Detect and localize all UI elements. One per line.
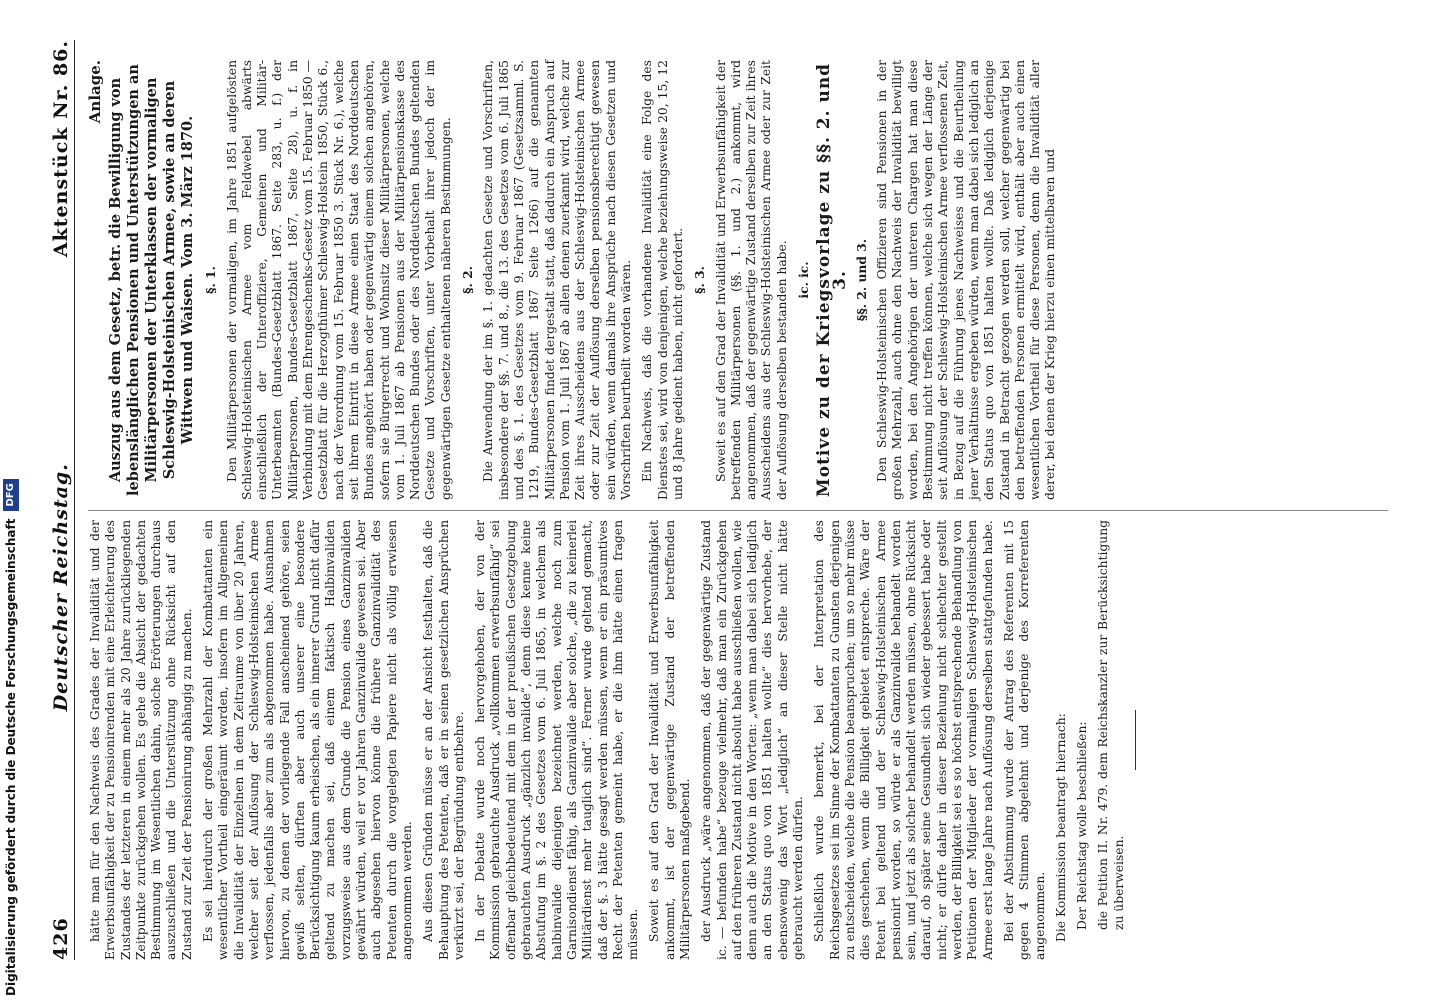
- paragraph: Es sei hierdurch der großen Mehrzahl der Kombattanten ein wesentlicher Vortheil eingeräumt worden, insofern im Allgemeinen die Invalidität der Einzelnen in dem Zeitraume von über 20 Jahren, welcher seit der Auflösung der Schleswig-Holsteinischen Armee verflossen, jedenfalls aber zum als abgenommen habe. Ausnahmen hiervon, zu denen der vorliegende Fall anscheinend gehöre, seien gewiß selten, dürften aber auch unserer eine besondere Berücksichtigung kaum erheischen, als ein innerer Grund nicht dafür geltend zu machen sei, daß einem faktisch Halbinvaliden vorzugsweise aus dem Grunde die Pension eines Ganzinvaliden gewährt würden, weil er vor Jahren Ganzinvalide gewesen sei. Aber auch abgesehen hiervon könne die frühere Ganzinvalidität des Petenten durch die vorgelegten Papiere nicht als völlig erwiesen angenommen werden.: [201, 520, 414, 960]
- section-heading: §§. 2. und 3.: [853, 238, 869, 322]
- end-rule: [1135, 710, 1136, 770]
- section-heading: §. 2.: [460, 266, 476, 294]
- paragraph: Schließlich wurde bemerkt, bei der Interpretation des Reichsgesetzes sei im Sinne der Kombattanten zu Gunsten derjenigen zu entscheiden, welche die Pension beanspruchen; um so mehr müsse dies geschehen, wenn die Billigkeit gebietet entspreche. Wäre der Petent bei geltend und der Schleswig-Holsteinischen Armee pensionirt worden, so würde er als Ganzinvalide behandelt worden sein, und jetzt als solcher behandelt werden müssen, ohne Rücksicht darauf, ob später seine Gesundheit sich wieder gebessert habe oder nicht; er dürfe daher in dieser Beziehung nicht schlechter gestellt werden, der Billigkeit sei es so höchst entsprechende Behandlung von Petitionen der Mitglieder der vormaligen Schleswig-Holsteinischen Armee erst lange Jahre nach Auflösung derselben stattgefunden habe.: [812, 520, 995, 960]
- motives-heading: Motive zu der Kriegsvorlage zu §§. 2. und 3.: [814, 62, 850, 498]
- document-number: Aktenstück Nr. 86.: [50, 40, 72, 258]
- etc-marker: ic. ic.: [795, 261, 811, 299]
- left-column: [88, 520, 1408, 960]
- page-content: [30, 0, 1432, 1000]
- annex-label: Anlage.: [86, 60, 104, 124]
- motion-heading: Der Reichstag wolle beschließen:: [1075, 721, 1090, 930]
- motion-text: die Petition II. Nr. 479. dem Reichskanzler zur Berücksichtigung zu überweisen.: [1096, 520, 1126, 930]
- column-divider: [88, 510, 1388, 511]
- paragraph: Ein Nachweis, daß die vorhandene Invalidität eine Folge des Dienstes sei, wird von denjenigen, welche beziehungsweise 20, 15, 12 und 8 Jahre gedient haben, nicht gefordert.: [640, 60, 685, 500]
- paragraph: In der Debatte wurde noch hervorgehoben, der von der Kommission gebrauchte Ausdruck „vollkommen erwerbsunfähig“ sei offenbar gleichbedeutend mit dem in der preußischen Gesetzgebung gebrauchten Ausdruck „gänzlich invalide“, denn diese kenne keine Abstufung im §. 2 des Gesetzes vom 6. Juli 1865, in welchem als halbinvalide diejenigen bezeichnet werden, welche noch zum Garnisondienst fähig, als Ganzinvalide aber solche, „die zu keinerlei Militärdienst mehr tauglich sind“. Ferner wurde geltend gemacht, daß der §. 3 hätte gesagt werden müssen, wenn er ein präsumtives Recht der Petenten gemeint habe, er die ihm hätte einen fragen müssen.: [473, 520, 641, 960]
- dfg-logo-icon: DFG: [3, 479, 19, 510]
- page-rotated: [30, 0, 1432, 1000]
- paragraph: hätte man für den Nachweis des Grades der Invalidität und der Erwerbsunfähigkeit der zu Pensionirenden mit eine Erleichterung des Zustandes der letzteren in einem mehr als 20 Jahre zurückliegenden Zeitpunkte zurückgehen wollen. Es gehe die Absicht der gedachten Bestimmung im Wesentlichen dahin, solche Erörterungen durchaus auszuschließen und die Unterstützung ohne Rücksicht auf den Zustand zur Zeit der Pensionirung abhängig zu machen.: [88, 520, 194, 960]
- margin-strip: [0, 0, 22, 1000]
- paragraph: Bei der Abstimmung wurde der Antrag des Referenten mit 15 gegen 4 Stimmen abgelehnt und derjenige des Korreferenten angenommen.: [1001, 520, 1047, 960]
- digitization-note-text: Digitalisierung gefördert durch die Deutsche Forschungsgemeinschaft: [4, 518, 18, 996]
- law-title: Auszug aus dem Gesetz, betr. die Bewilligung von lebenslänglichen Pensionen und Unterstützungen an Militärpersonen der Unterklassen der vormaligen Schleswig-Holsteinischen Armee, sowie an deren Wittwen und Waisen. Vom 3. März 1870.: [107, 64, 197, 496]
- scanned-page: [30, 0, 1432, 1000]
- paragraph: Soweit es auf den Grad der Invalidität und Erwerbsunfähigkeit der betreffenden Militärpersonen (§§. 1. und 2.) ankommt, wird angenommen, daß der gegenwärtige Zustand derselben zur Zeit ihres Ausscheidens aus der Schleswig-Holsteinischen Armee oder zur Zeit der Auflösung derselben bestanden habe.: [713, 60, 789, 500]
- paragraph: Aus diesen Gründen müsse er an der Ansicht festhalten, daß die Behauptung des Petenten, daß er in seinen gesetzlichen Ansprüchen verkürzt sei, der Begründung entbehre.: [421, 520, 466, 960]
- section-heading: §. 3.: [692, 266, 708, 294]
- page-header: [48, 40, 75, 960]
- publication-title: Deutscher Reichstag.: [50, 463, 72, 712]
- paragraph: Die Kommission beantragt hiernach:: [1053, 713, 1068, 942]
- digitization-note: [2, 6, 20, 996]
- paragraph: Die Anwendung der im §. 1. gedachten Gesetze und Vorschriften, insbesondere der §§. 7. und 8., die 13. des Gesetzes vom 6. Juli 1865 und des §. 1. des Gesetzes vom 9. Februar 1867 (Gesetzsamml. S. 1219, Bundes-Gesetzblatt 1867 Seite 1266) auf die genannten Militärpersonen findet dergestalt statt, daß dadurch ein Anspruch auf Pension vom 1. Juli 1867 ab allen denen zuerkannt wird, welche zur Zeit ihres Ausscheidens aus der Schleswig-Holsteinischen Armee oder zur Zeit der Auflösung derselben pensionsberechtigt gewesen sein würden, wenn damals ihre Ansprüche nach diesen Gesetzen und Vorschriften beurtheilt worden wären.: [481, 60, 634, 500]
- page-number: 426: [50, 917, 72, 960]
- paragraph: Soweit es auf den Grad der Invalidität und Erwerbsunfähigkeit ankommt, ist der gegenwärtige Zustand der betreffenden Militärpersonen maßgebend.: [647, 520, 692, 960]
- paragraph: Den Militärpersonen der vormaligen, im Jahre 1851 aufgelösten Schleswig-Holsteinischen Armee vom Feldwebel abwärts einschließlich der Unteroffiziere, Gemeinen und Militär-Unterbeamten (Bundes-Gesetzblatt 1867. Seite 283, u. f.) der Militärpersonen, Bundes-Gesetzblatt 1867, Seite 28), u. f. in Verbindung mit dem Ehrengeschenks-Gesetz vom 15. Februar 1850 — Gesetzblatt für die Herzogthümer Schleswig-Holstein 1850, Stück 6., nach der Verordnung vom 15. Februar 1850 3. Stück Nr. 6.), welche seit ihrem Eintritt in diese Armee einen Staat des Norddeutschen Bundes angehört haben oder gegenwärtig einem solchen angehören, sofern sie Bürgerrecht und Wohnsitz dieser Militärpersonen, welche vom 1. Juli 1867 ab Pensionen aus der Militärpensionskasse des Norddeutschen Bundes oder des Norddeutschen Bundes geltenden Gesetze und Vorschriften, unter Vorbehalt ihrer jedoch der im gegenwärtigen Gesetze enthaltenen näheren Bestimmungen.: [224, 60, 453, 500]
- right-column: [88, 60, 1408, 500]
- paragraph: Den Schleswig-Holsteinischen Offizieren sind Pensionen in der großen Mehrzahl, auch ohne den Nachweis der Invalidität bewilligt worden, bei den Angehörigen der unteren Chargen hat man diese Bestimmung nicht treffen können, welche sich wegen der Länge der seit Auflösung der Schleswig-Holsteinischen Armee verflossenen Zeit, in Bezug auf die Führung jenes Nachweises und die Beurtheilung jener Verhältnisse ergeben würden, wenn man dabei sich lediglich an den Status quo von 1851 halten wollte. Daß lediglich derjenige Zustand in Betracht gezogen werden soll, welcher gegenwärtig bei den betreffenden Personen ermittelt wird, enthält aber auch einen wesentlichen Vortheil für diese Personen, denn die Invalidität aller derer, bei denen der Krieg hierzu einen mittelbaren und: [875, 60, 1058, 500]
- paragraph: der Ausdruck „wäre angenommen, daß der gegenwärtige Zustand ic. — befunden habe“ bezeuge vielmehr, daß man ein Zurückgehen auf den früheren Zustand nicht absolut habe ausschließen wollen, wie denn auch die Motive in den Worten: „wenn man dabei sich lediglich an den Status quo von 1851 halten wollte“ dies hervorhebe, der ebensowenig das Wort „lediglich“ an dieser Stelle nicht hätte gebraucht werden dürfen.: [699, 520, 806, 960]
- section-heading: §. 1.: [203, 266, 219, 294]
